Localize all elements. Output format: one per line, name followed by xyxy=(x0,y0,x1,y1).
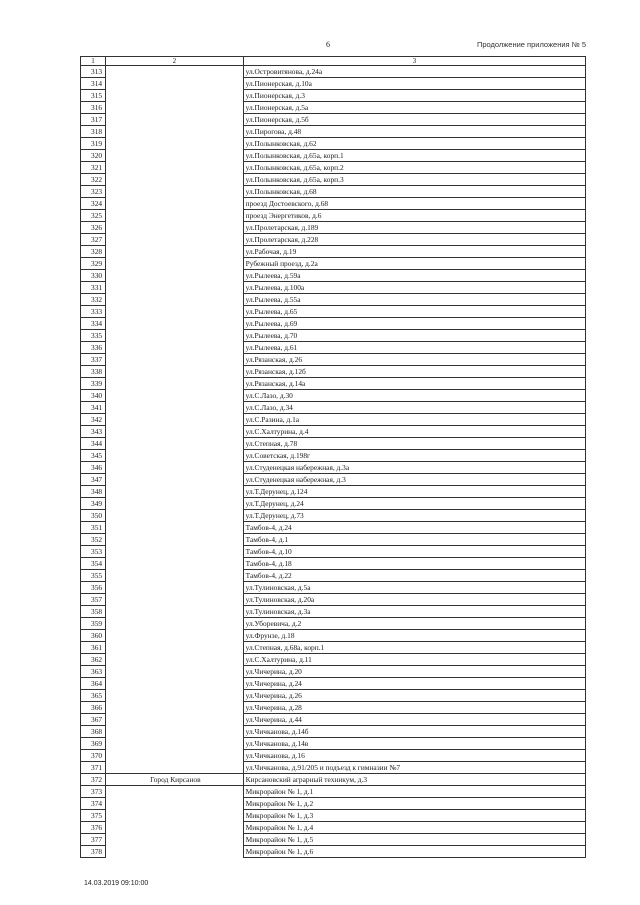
table-row xyxy=(81,750,586,762)
table-row xyxy=(81,474,586,486)
column-header-address: 3 xyxy=(243,57,585,66)
row-address: ул.Рылеева, д.59а xyxy=(243,270,585,282)
row-area xyxy=(106,90,244,102)
row-number: 371 xyxy=(81,762,106,774)
row-number: 357 xyxy=(81,594,106,606)
row-address: ул.Т.Дерунец, д.73 xyxy=(243,510,585,522)
table-row xyxy=(81,210,586,222)
table-row xyxy=(81,810,586,822)
row-area xyxy=(106,174,244,186)
row-address: Кирсановский аграрный техникум, д.3 xyxy=(243,774,585,786)
row-address: ул.Полынковская, д.65а, корп.2 xyxy=(243,162,585,174)
table-row xyxy=(81,282,586,294)
row-area xyxy=(106,726,244,738)
row-area xyxy=(106,630,244,642)
table-row xyxy=(81,834,586,846)
row-address: ул.Тулиновская, д.5а xyxy=(243,582,585,594)
row-area xyxy=(106,834,244,846)
table-row xyxy=(81,486,586,498)
table-row xyxy=(81,570,586,582)
row-area xyxy=(106,714,244,726)
table-row xyxy=(81,558,586,570)
row-area xyxy=(106,246,244,258)
row-number: 351 xyxy=(81,522,106,534)
table-row xyxy=(81,402,586,414)
row-number: 372 xyxy=(81,774,106,786)
row-area: Город Кирсанов xyxy=(106,774,244,786)
row-address: ул.Тулиновская, д.20а xyxy=(243,594,585,606)
row-area xyxy=(106,822,244,834)
row-area xyxy=(106,558,244,570)
table-row xyxy=(81,330,586,342)
row-address: ул.Степная, д.68а, корп.1 xyxy=(243,642,585,654)
table-row xyxy=(81,774,586,786)
table-row xyxy=(81,498,586,510)
table-row xyxy=(81,642,586,654)
table-row xyxy=(81,786,586,798)
row-address: ул.С.Халтурина, д.11 xyxy=(243,654,585,666)
row-number: 315 xyxy=(81,90,106,102)
row-area xyxy=(106,618,244,630)
table-row xyxy=(81,222,586,234)
row-area xyxy=(106,258,244,270)
row-area xyxy=(106,666,244,678)
row-address: ул.Фрунзе, д.18 xyxy=(243,630,585,642)
row-number: 353 xyxy=(81,546,106,558)
row-address: ул.Полынковская, д.62 xyxy=(243,138,585,150)
table-row xyxy=(81,666,586,678)
row-address: ул.Рабочая, д.19 xyxy=(243,246,585,258)
row-area xyxy=(106,762,244,774)
row-number: 354 xyxy=(81,558,106,570)
row-area xyxy=(106,306,244,318)
row-area xyxy=(106,210,244,222)
row-number: 352 xyxy=(81,534,106,546)
row-number: 376 xyxy=(81,822,106,834)
row-address: Рубежный проезд, д.2а xyxy=(243,258,585,270)
row-address: ул.Тулиновская, д.3а xyxy=(243,606,585,618)
row-number: 358 xyxy=(81,606,106,618)
row-address: ул.Рязанская, д.26 xyxy=(243,354,585,366)
table-row xyxy=(81,342,586,354)
table-row xyxy=(81,162,586,174)
footer-timestamp: 14.03.2019 09:10:00 xyxy=(84,880,149,887)
row-number: 362 xyxy=(81,654,106,666)
row-number: 347 xyxy=(81,474,106,486)
row-number: 330 xyxy=(81,270,106,282)
row-address: ул.Полынковская, д.65а, корп.1 xyxy=(243,150,585,162)
row-address: ул.Полынковская, д.68 xyxy=(243,186,585,198)
row-area xyxy=(106,786,244,798)
row-area xyxy=(106,330,244,342)
row-area xyxy=(106,702,244,714)
row-number: 334 xyxy=(81,318,106,330)
row-address: Тамбов-4, д.1 xyxy=(243,534,585,546)
row-number: 375 xyxy=(81,810,106,822)
row-number: 355 xyxy=(81,570,106,582)
row-address: ул.Рязанская, д.14а xyxy=(243,378,585,390)
row-address: проезд Достоевского, д.68 xyxy=(243,198,585,210)
row-area xyxy=(106,162,244,174)
row-number: 333 xyxy=(81,306,106,318)
table-row xyxy=(81,702,586,714)
row-number: 316 xyxy=(81,102,106,114)
row-number: 321 xyxy=(81,162,106,174)
table-row xyxy=(81,258,586,270)
row-number: 329 xyxy=(81,258,106,270)
row-number: 360 xyxy=(81,630,106,642)
table-row xyxy=(81,534,586,546)
row-number: 319 xyxy=(81,138,106,150)
row-number: 349 xyxy=(81,498,106,510)
row-number: 370 xyxy=(81,750,106,762)
address-table-body xyxy=(81,57,586,858)
row-address: ул.Чичерина, д.26 xyxy=(243,690,585,702)
row-area xyxy=(106,66,244,78)
row-area xyxy=(106,426,244,438)
table-row xyxy=(81,762,586,774)
row-number: 317 xyxy=(81,114,106,126)
row-number: 325 xyxy=(81,210,106,222)
table-row xyxy=(81,354,586,366)
row-area xyxy=(106,318,244,330)
table-row xyxy=(81,114,586,126)
table-header-row xyxy=(81,57,586,66)
row-address: ул.Советская, д.198г xyxy=(243,450,585,462)
row-area xyxy=(106,534,244,546)
row-number: 368 xyxy=(81,726,106,738)
row-address: ул.Т.Дерунец, д.124 xyxy=(243,486,585,498)
table-row xyxy=(81,690,586,702)
row-area xyxy=(106,546,244,558)
table-row xyxy=(81,450,586,462)
row-area xyxy=(106,750,244,762)
row-area xyxy=(106,438,244,450)
table-row xyxy=(81,522,586,534)
row-address: ул.Студенецкая набережная, д.3а xyxy=(243,462,585,474)
row-number: 346 xyxy=(81,462,106,474)
row-number: 350 xyxy=(81,510,106,522)
row-address: ул.С.Лазо, д.30 xyxy=(243,390,585,402)
row-area xyxy=(106,570,244,582)
row-number: 327 xyxy=(81,234,106,246)
row-area xyxy=(106,522,244,534)
row-number: 336 xyxy=(81,342,106,354)
table-row xyxy=(81,198,586,210)
row-number: 359 xyxy=(81,618,106,630)
row-number: 339 xyxy=(81,378,106,390)
row-area xyxy=(106,846,244,858)
row-address: ул.Рылеева, д.65 xyxy=(243,306,585,318)
row-address: ул.Пролетарская, д.228 xyxy=(243,234,585,246)
table-row xyxy=(81,90,586,102)
table-row xyxy=(81,822,586,834)
row-number: 340 xyxy=(81,390,106,402)
row-address: ул.Полынковская, д.65а, корп.3 xyxy=(243,174,585,186)
row-area xyxy=(106,498,244,510)
table-row xyxy=(81,426,586,438)
row-area xyxy=(106,222,244,234)
row-number: 364 xyxy=(81,678,106,690)
table-row xyxy=(81,102,586,114)
table-row xyxy=(81,618,586,630)
row-address: ул.Рылеева, д.69 xyxy=(243,318,585,330)
row-number: 313 xyxy=(81,66,106,78)
row-area xyxy=(106,390,244,402)
table-row xyxy=(81,606,586,618)
row-address: Микрорайон № 1, д.6 xyxy=(243,846,585,858)
row-area xyxy=(106,678,244,690)
continuation-note: Продолжение приложения № 5 xyxy=(476,40,586,49)
table-row xyxy=(81,846,586,858)
row-address: ул.Чичканова, д.14б xyxy=(243,726,585,738)
table-row xyxy=(81,414,586,426)
row-address: ул.Пирогова, д.48 xyxy=(243,126,585,138)
row-area xyxy=(106,294,244,306)
table-row xyxy=(81,186,586,198)
row-number: 337 xyxy=(81,354,106,366)
row-number: 338 xyxy=(81,366,106,378)
row-number: 314 xyxy=(81,78,106,90)
row-area xyxy=(106,114,244,126)
row-number: 341 xyxy=(81,402,106,414)
row-number: 348 xyxy=(81,486,106,498)
table-row xyxy=(81,438,586,450)
row-area xyxy=(106,198,244,210)
row-area xyxy=(106,366,244,378)
table-row xyxy=(81,714,586,726)
row-number: 324 xyxy=(81,198,106,210)
row-address: ул.Чичерина, д.28 xyxy=(243,702,585,714)
table-row xyxy=(81,510,586,522)
row-area xyxy=(106,342,244,354)
row-area xyxy=(106,414,244,426)
row-address: ул.Рылеева, д.100а xyxy=(243,282,585,294)
row-address: ул.Студенецкая набережная, д.3 xyxy=(243,474,585,486)
row-address: ул.Уборевича, д.2 xyxy=(243,618,585,630)
row-number: 378 xyxy=(81,846,106,858)
row-address: ул.Пионерская, д.10а xyxy=(243,78,585,90)
table-row xyxy=(81,462,586,474)
row-number: 322 xyxy=(81,174,106,186)
row-area xyxy=(106,510,244,522)
row-number: 361 xyxy=(81,642,106,654)
row-area xyxy=(106,690,244,702)
row-address: ул.Чичерина, д.44 xyxy=(243,714,585,726)
table-row xyxy=(81,174,586,186)
row-area xyxy=(106,78,244,90)
table-row xyxy=(81,270,586,282)
table-row xyxy=(81,294,586,306)
table-row xyxy=(81,318,586,330)
table-row xyxy=(81,546,586,558)
table-row xyxy=(81,582,586,594)
table-row xyxy=(81,738,586,750)
row-area xyxy=(106,474,244,486)
row-number: 366 xyxy=(81,702,106,714)
row-address: ул.Рылеева, д.61 xyxy=(243,342,585,354)
row-address: Микрорайон № 1, д.3 xyxy=(243,810,585,822)
row-number: 318 xyxy=(81,126,106,138)
table-row xyxy=(81,630,586,642)
table-row xyxy=(81,390,586,402)
row-area xyxy=(106,138,244,150)
row-number: 342 xyxy=(81,414,106,426)
row-address: ул.Т.Дерунец, д.24 xyxy=(243,498,585,510)
row-area xyxy=(106,354,244,366)
row-address: Тамбов-4, д.18 xyxy=(243,558,585,570)
table-row xyxy=(81,126,586,138)
row-address: ул.Пионерская, д.5б xyxy=(243,114,585,126)
row-address: проезд Энергетиков, д.6 xyxy=(243,210,585,222)
row-address: ул.Пролетарская, д.189 xyxy=(243,222,585,234)
row-number: 367 xyxy=(81,714,106,726)
row-number: 344 xyxy=(81,438,106,450)
row-number: 356 xyxy=(81,582,106,594)
row-address: ул.Рязанская, д.12б xyxy=(243,366,585,378)
column-header-area: 2 xyxy=(106,57,244,66)
row-number: 377 xyxy=(81,834,106,846)
row-number: 365 xyxy=(81,690,106,702)
row-number: 345 xyxy=(81,450,106,462)
table-row xyxy=(81,78,586,90)
row-area xyxy=(106,798,244,810)
column-header-number: 1 xyxy=(81,57,106,66)
row-area xyxy=(106,606,244,618)
row-address: ул.Чичканова, д.16 xyxy=(243,750,585,762)
row-area xyxy=(106,270,244,282)
row-number: 320 xyxy=(81,150,106,162)
row-number: 369 xyxy=(81,738,106,750)
row-area xyxy=(106,810,244,822)
table-row xyxy=(81,66,586,78)
row-area xyxy=(106,582,244,594)
row-number: 328 xyxy=(81,246,106,258)
table-row xyxy=(81,138,586,150)
row-area xyxy=(106,282,244,294)
row-area xyxy=(106,234,244,246)
row-number: 331 xyxy=(81,282,106,294)
row-address: ул.С.Разина, д.1а xyxy=(243,414,585,426)
row-number: 373 xyxy=(81,786,106,798)
row-area xyxy=(106,102,244,114)
row-address: Тамбов-4, д.24 xyxy=(243,522,585,534)
row-area xyxy=(106,450,244,462)
row-address: ул.С.Халтурина, д.4 xyxy=(243,426,585,438)
row-address: ул.Островитянова, д.24а xyxy=(243,66,585,78)
row-number: 326 xyxy=(81,222,106,234)
page-number: 6 xyxy=(326,40,330,49)
address-table xyxy=(80,56,586,858)
row-number: 343 xyxy=(81,426,106,438)
row-address: Микрорайон № 1, д.2 xyxy=(243,798,585,810)
row-area xyxy=(106,738,244,750)
row-address: ул.Рылеева, д.55а xyxy=(243,294,585,306)
table-row xyxy=(81,594,586,606)
row-area xyxy=(106,654,244,666)
row-address: Микрорайон № 1, д.5 xyxy=(243,834,585,846)
table-row xyxy=(81,678,586,690)
row-address: Тамбов-4, д.22 xyxy=(243,570,585,582)
row-address: ул.Степная, д.78 xyxy=(243,438,585,450)
row-area xyxy=(106,402,244,414)
row-area xyxy=(106,150,244,162)
row-area xyxy=(106,462,244,474)
row-address: ул.Чичерина, д.24 xyxy=(243,678,585,690)
row-address: Тамбов-4, д.10 xyxy=(243,546,585,558)
table-row xyxy=(81,306,586,318)
row-area xyxy=(106,642,244,654)
row-number: 332 xyxy=(81,294,106,306)
row-address: ул.Рылеева, д.70 xyxy=(243,330,585,342)
table-row xyxy=(81,654,586,666)
table-row xyxy=(81,366,586,378)
row-address: ул.Пионерская, д.3 xyxy=(243,90,585,102)
row-address: ул.Чичерина, д.20 xyxy=(243,666,585,678)
row-address: ул.Чичканова, д.14в xyxy=(243,738,585,750)
row-number: 323 xyxy=(81,186,106,198)
row-number: 374 xyxy=(81,798,106,810)
row-address: Микрорайон № 1, д.4 xyxy=(243,822,585,834)
row-address: ул.С.Лазо, д.34 xyxy=(243,402,585,414)
row-area xyxy=(106,594,244,606)
table-row xyxy=(81,234,586,246)
row-area xyxy=(106,378,244,390)
row-address: ул.Чичканова, д.91/205 и подъезд к гимназии №7 xyxy=(243,762,585,774)
table-row xyxy=(81,150,586,162)
row-area xyxy=(106,186,244,198)
table-row xyxy=(81,798,586,810)
row-number: 335 xyxy=(81,330,106,342)
table-row xyxy=(81,378,586,390)
row-address: ул.Пионерская, д.5а xyxy=(243,102,585,114)
table-row xyxy=(81,726,586,738)
table-row xyxy=(81,246,586,258)
row-number: 363 xyxy=(81,666,106,678)
row-area xyxy=(106,486,244,498)
row-address: Микрорайон № 1, д.1 xyxy=(243,786,585,798)
row-area xyxy=(106,126,244,138)
